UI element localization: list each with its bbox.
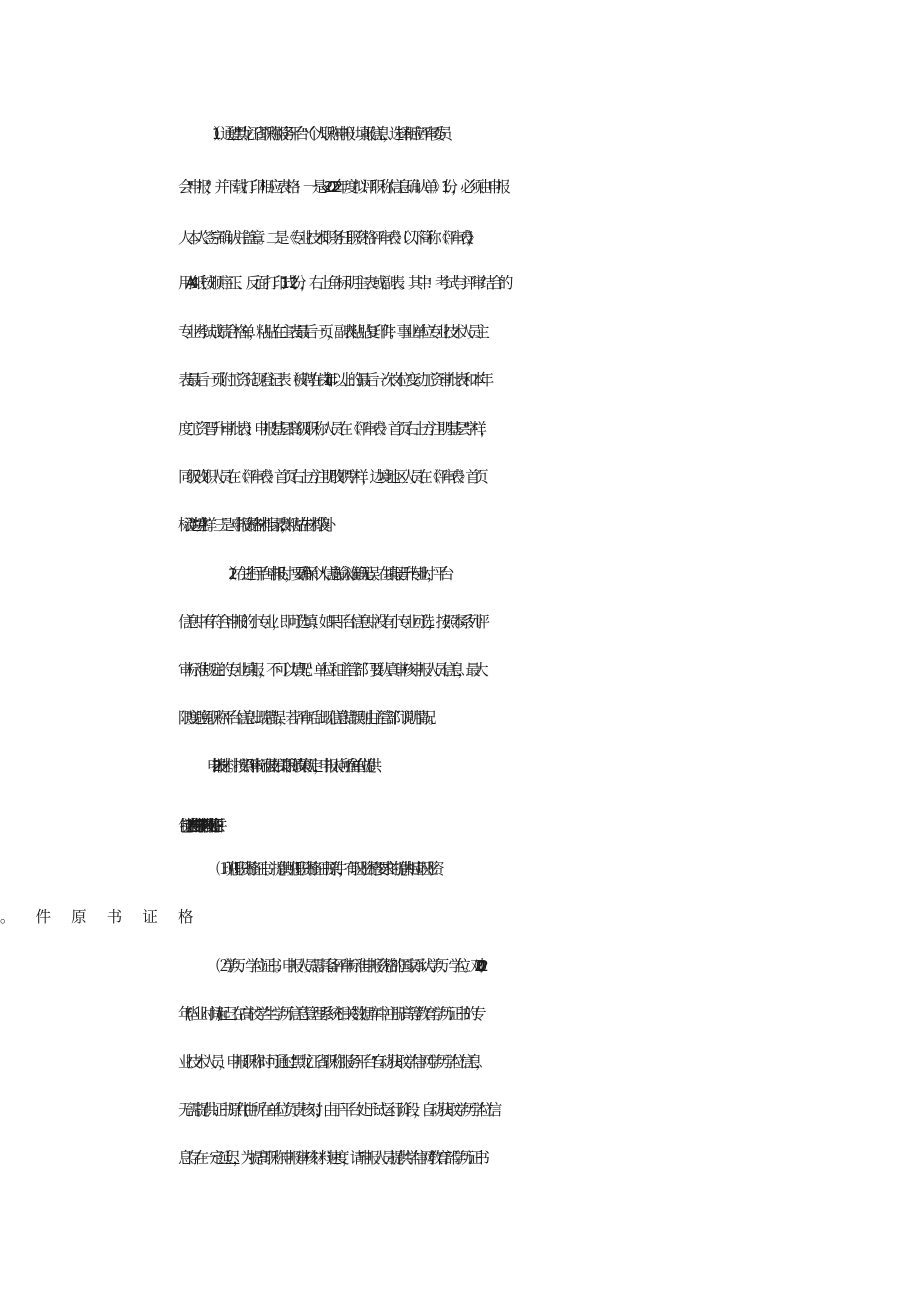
- item-2-line-5: 息存在一定延迟，为提高职称申报审核材料速度，请申报人员提供学信网教育部学历证书: [178, 1149, 483, 1167]
- paragraph-2-line-4: 限度避免职称平台信息出现错误，若评审后出现信息错误则由主管部门说明情况。: [178, 709, 436, 727]
- paragraph-1-line-9: 标注"边境"字样。三是《申报资格材料目录表》，粘贴在材料袋外。: [178, 516, 333, 534]
- paragraph-2-line-1: （2）在进行平台申报时，要确保个人信息输入准确无误。在填报晋升专业时，平台: [222, 565, 446, 583]
- paragraph-1-line-1: （1）通过"黑龙江省职称服务平台"（个人职称申报）填报信息，选择相应评审委员: [205, 125, 445, 143]
- paragraph-1-line-5: 专业考试成绩合格单，粘贴在主表最后一页，副表粘贴复印件；事业单位专业技术人员主: [178, 323, 483, 341]
- paragraph-2-line-3: 审标准规定的专业填报，不可以填"无"。单位和主管部门要认真审核申报人员信息，最大: [178, 661, 482, 679]
- paragraph-2-line-2: 信息中有符合申报的小专业，即可选填；如果平台信息中没有小专业可选，按照本系列评: [178, 613, 483, 631]
- paragraph-1-line-7: 度工资晋升审批表）；申报"基层"高级职称人员在《评审表》首页右上方注明"基层"字样，: [178, 420, 489, 438]
- paragraph-1-line-3: 人本人签字确认并盖章。二是《专业技术职务任职资格评审表》（以下简称《评审表》），: [178, 229, 475, 247]
- item-2-line-4: 无需提供证书原件(由所在单位负责核对)，由于平台处于试运行阶段，自动获取学历学位信: [178, 1101, 495, 1119]
- item-1-line-1: ⑴现任职资格证书。提供现任职资格证书原件，有职业资格要求的提供相应职业资: [216, 860, 436, 878]
- item-1-line-2: [178, 907, 920, 927]
- paragraph-1-line-2: 会"申报"，并下载打印相应表格：一是«2022 年度拟评职称信息确认单》1 份，必须由申报: [178, 178, 505, 196]
- item-2-line-3: 业技术人员，申报职称时可通过“黑龙江省职称服务平台”自动获取学信网学历学位信息，: [178, 1053, 484, 1071]
- paragraph-1-line-4: 用 A4 纸按顺序正、反面打印 1 式 2 份，右上角标明主表或副表。其中：考试与评审结合的: [178, 274, 507, 292]
- item-2-line-2: 年(毕业时间)起已在高校学生学历信息管理系统相关数据库中注册高等教育学历证书的专: [178, 1005, 480, 1023]
- section-2-heading-line-2: 包括上述表在内的申报评审材料及相关佐证原件。: [178, 817, 216, 835]
- paragraph-1-line-8: 同级改职人员在《评审表》首页右上方注明"改职"字样，边境地区人员在《评审表》首页: [178, 468, 482, 486]
- section-2-heading-line-1: 2.申报材料。按照评审标准及相关职称政策规定，申报人向所在单位提供: [212, 757, 372, 775]
- item-2-line-1: ⑵学历、学位证书。申报人员需具备评审标准申报资格的国家承认学历、学位。对 2002: [216, 957, 481, 975]
- paragraph-1-line-6: 表最后一页附工资兑现登记表（被聘在岗 1 年以上的最后一次岗位变动工资审批表和本年: [178, 371, 487, 389]
